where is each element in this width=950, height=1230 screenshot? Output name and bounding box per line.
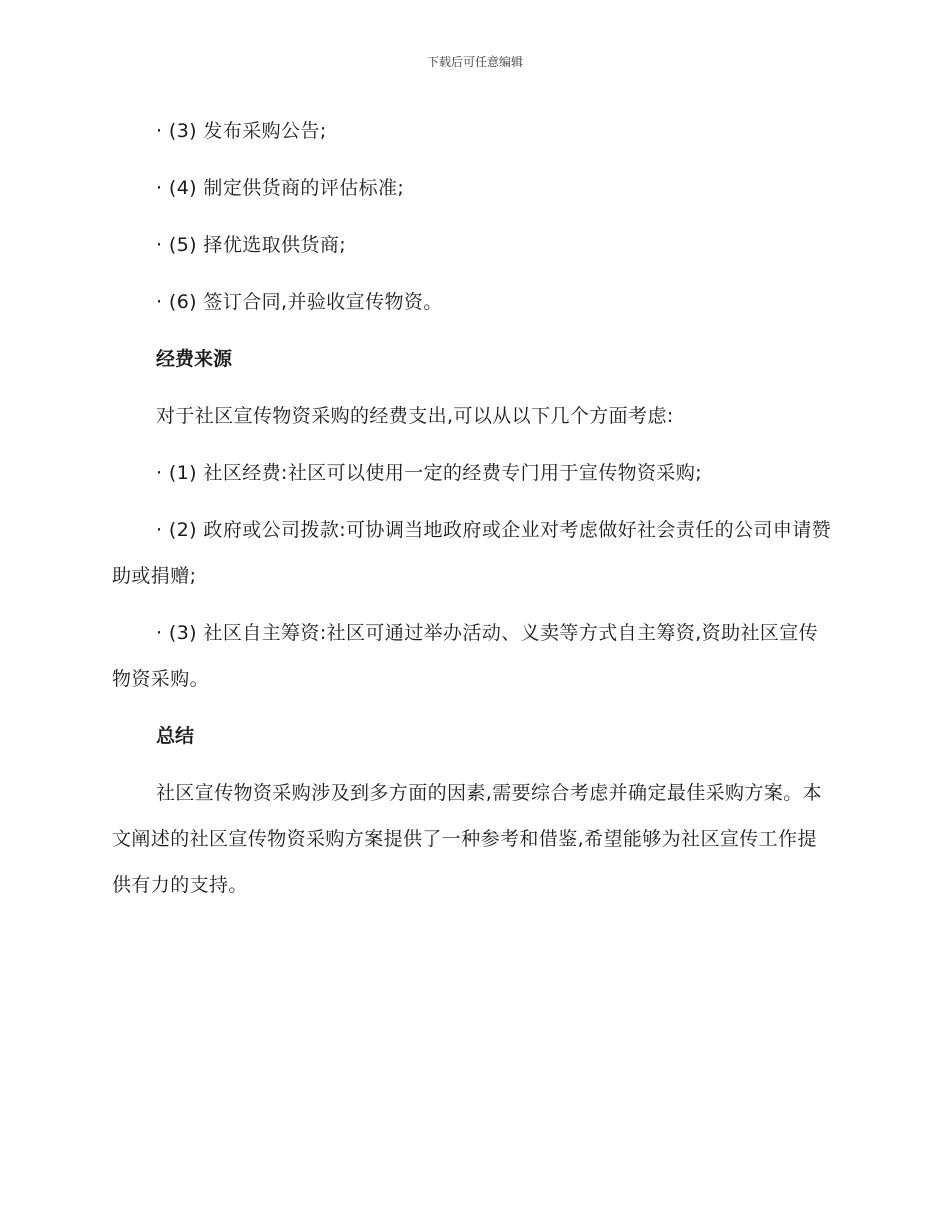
step-item-4: · (4) 制定供货商的评估标准; bbox=[156, 177, 405, 199]
funding-item-2: · (2) 政府或公司拨款:可协调当地政府或企业对考虑做好社会责任的公司申请赞助或捐赠; bbox=[112, 519, 832, 587]
summary-paragraph: 社区宣传物资采购涉及到多方面的因素,需要综合考虑并确定最佳采购方案。本文阐述的社区宣传物资采购方案提供了一种参考和借鉴,希望能够为社区宣传工作提供有力的支持。 bbox=[112, 782, 823, 896]
funding-heading: 经费来源 bbox=[156, 348, 233, 370]
summary-heading: 总结 bbox=[156, 725, 195, 747]
funding-intro: 对于社区宣传物资采购的经费支出,可以从以下几个方面考虑: bbox=[156, 405, 674, 427]
funding-item-1: · (1) 社区经费:社区可以使用一定的经费专门用于宣传物资采购; bbox=[156, 462, 703, 484]
step-item-5: · (5) 择优选取供货商; bbox=[156, 234, 347, 256]
document-body bbox=[112, 108, 832, 919]
step-item-6: · (6) 签订合同,并验收宣传物资。 bbox=[156, 291, 443, 313]
page-header: 下载后可任意编辑 bbox=[426, 55, 523, 69]
step-item-3: · (3) 发布采购公告; bbox=[156, 120, 327, 142]
funding-item-3: · (3) 社区自主筹资:社区可通过举办活动、义卖等方式自主筹资,资助社区宣传物资采购。 bbox=[112, 622, 819, 690]
